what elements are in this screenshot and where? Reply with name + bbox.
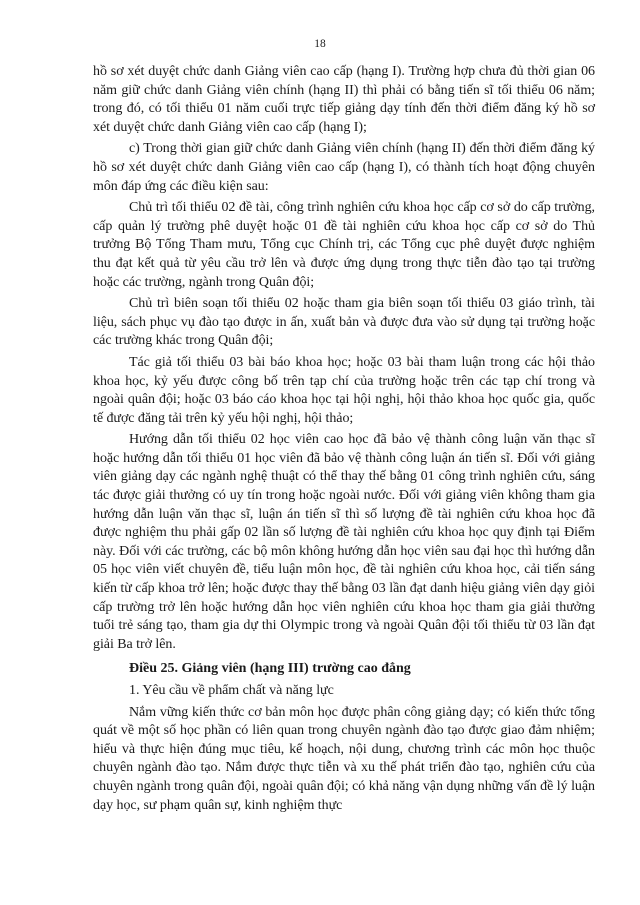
paragraph-articles: Tác giả tối thiểu 03 bài báo khoa học; hoặc 03 bài tham luận trong các hội thảo khoa học, kỷ yếu được công bố trên tạp chí của trường hoặc trên các tạp chí trong và ngoài quân đội; hoặc 03 báo cáo khoa học tại hội nghị, hội thảo khoa học quốc gia, quốc tế được đăng tải trên kỷ yếu hội nghị, hội thảo; xyxy=(93,354,595,426)
article-heading: Điều 25. Giảng viên (hạng III) trường cao đẳng xyxy=(129,661,411,677)
paragraph-point-c: c) Trong thời gian giữ chức danh Giảng viên chính (hạng II) đến thời điểm đăng ký hồ sơ xét duyệt chức danh Giảng viên cao cấp (hạng I), có thành tích hoạt động chuyên môn đáp ứng các điều kiện sau: xyxy=(93,141,595,194)
paragraph-research-projects: Chủ trì tối thiểu 02 đề tài, công trình nghiên cứu khoa học cấp cơ sở do cấp trường, cấp quản lý trường phê duyệt hoặc 01 đề tài nghiên cứu khoa học cấp cơ sở do Thủ trưởng Bộ Tổng Tham mưu, Tổng cục Chính trị, các Tổng cục phê duyệt được nghiệm thu đạt kết quả từ yêu cầu trở lên và được ứng dụng trong thực tiễn đào tạo tại trường hoặc các trường, ngành trong Quân đội; xyxy=(93,200,595,290)
paragraph-textbooks: Chủ trì biên soạn tối thiểu 02 hoặc tham gia biên soạn tối thiểu 03 giáo trình, tài liệu, sách phục vụ đào tạo được in ấn, xuất bản và được đưa vào sử dụng tại trường hoặc các trường khác trong Quân đội; xyxy=(93,296,595,349)
section-title: 1. Yêu cầu về phẩm chất và năng lực xyxy=(129,683,334,698)
paragraph-knowledge: Nắm vững kiến thức cơ bản môn học được phân công giảng dạy; có kiến thức tổng quát về một số học phần có liên quan trong chuyên ngành đào tạo được giao đảm nhiệm; hiểu và thực hiện đúng mục tiêu, kế hoạch, nội dung, chương trình các môn học thuộc chuyên ngành đào tạo. Nắm được thực tiễn và xu thế phát triển đào tạo, nghiên cứu của chuyên ngành trong quân đội, ngoài quân đội; có khả năng vận dụng những vấn đề lý luận dạy học, sư phạm quân sự, kinh nghiệm thực xyxy=(93,704,595,813)
document-body xyxy=(93,63,595,818)
page-number: 18 xyxy=(314,38,326,50)
paragraph-continuation: hồ sơ xét duyệt chức danh Giảng viên cao cấp (hạng I). Trường hợp chưa đủ thời gian 06 năm giữ chức danh Giảng viên chính (hạng II) thì phải có bằng tiến sĩ tối thiểu 06 năm; trong đó, có tối thiểu 01 năm cuối trực tiếp giảng dạy tính đến thời điểm đăng ký hồ sơ xét duyệt chức danh Giảng viên cao cấp (hạng I); xyxy=(93,64,595,135)
paragraph-supervision: Hướng dẫn tối thiểu 02 học viên cao học đã bảo vệ thành công luận văn thạc sĩ hoặc hướng dẫn tối thiểu 01 học viên đã bảo vệ thành công luận án tiến sĩ. Đối với giảng viên giảng dạy các ngành nghệ thuật có thể thay thế bằng 01 công trình nghiên cứu, sáng tác được giải thưởng có uy tín trong hoặc ngoài nước. Đối với giảng viên không tham gia hướng dẫn luận văn thạc sĩ, luận án tiến sĩ thì số lượng đề tài nghiên cứu khoa học đã được nghiệm thu phải gấp 02 lần số lượng đề tài nghiên cứu khoa học quy định tại Điểm này. Đối với các trường, các bộ môn không hướng dẫn học viên sau đại học thì hướng dẫn 05 học viên viết chuyên đề, tiểu luận môn học, đề tài nghiên cứu khoa học, cải tiến sáng kiến từ cấp khoa trở lên; hoặc được thay thế bằng 03 lần đạt danh hiệu giảng viên dạy giỏi cấp trường trở lên hoặc hướng dẫn học viên nghiên cứu khoa học tham gia giải thưởng tuổi trẻ sáng tạo, tham gia dự thi Olympic trong và ngoài Quân đội tối thiểu từ 03 lần đạt giải Ba trở lên. xyxy=(93,432,595,652)
